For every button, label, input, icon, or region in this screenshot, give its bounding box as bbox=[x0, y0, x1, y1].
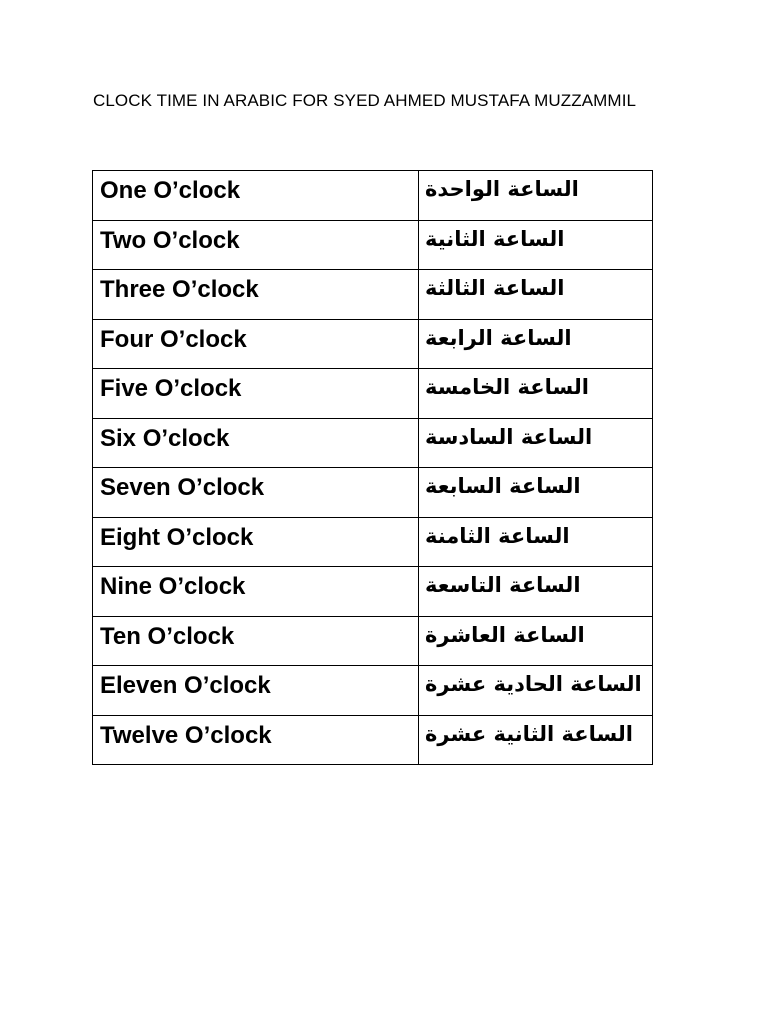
english-time-cell: Twelve O’clock bbox=[93, 715, 419, 765]
arabic-time-text: الساعة السابعة bbox=[425, 474, 581, 498]
arabic-time-cell bbox=[419, 270, 653, 320]
english-time-cell: Five O’clock bbox=[93, 369, 419, 419]
arabic-time-text: الساعة الواحدة bbox=[425, 177, 579, 201]
arabic-time-text: الساعة الثانية عشرة bbox=[425, 721, 633, 746]
english-time-cell: One O’clock bbox=[93, 171, 419, 221]
english-time-cell: Ten O’clock bbox=[93, 616, 419, 666]
arabic-time-text: الساعة الحادية عشرة bbox=[425, 672, 642, 696]
table-row bbox=[93, 616, 653, 666]
english-time-cell: Six O’clock bbox=[93, 418, 419, 468]
arabic-time-text: الساعة العاشرة bbox=[425, 622, 585, 647]
arabic-time-text: الساعة الخامسة bbox=[425, 375, 589, 399]
arabic-time-text: الساعة الرابعة bbox=[425, 325, 572, 350]
arabic-time-text: الساعة السادسة bbox=[425, 424, 593, 449]
table-row bbox=[93, 171, 653, 221]
arabic-time-cell bbox=[419, 715, 653, 765]
arabic-time-cell bbox=[419, 418, 653, 468]
page-title: CLOCK TIME IN ARABIC FOR SYED AHMED MUSTAFA MUZZAMMIL bbox=[93, 91, 637, 110]
clock-time-table bbox=[92, 170, 653, 765]
arabic-time-cell bbox=[419, 468, 653, 518]
table-row bbox=[93, 567, 653, 617]
english-time-cell: Two O’clock bbox=[93, 220, 419, 270]
arabic-time-cell bbox=[419, 517, 653, 567]
arabic-time-cell bbox=[419, 666, 653, 716]
english-time-cell: Eight O’clock bbox=[93, 517, 419, 567]
table-row bbox=[93, 220, 653, 270]
table-row bbox=[93, 270, 653, 320]
table-row bbox=[93, 369, 653, 419]
table-row bbox=[93, 666, 653, 716]
arabic-time-cell bbox=[419, 369, 653, 419]
english-time-cell: Three O’clock bbox=[93, 270, 419, 320]
english-time-cell: Four O’clock bbox=[93, 319, 419, 369]
arabic-time-cell bbox=[419, 567, 653, 617]
table-row bbox=[93, 319, 653, 369]
english-time-cell: Nine O’clock bbox=[93, 567, 419, 617]
english-time-cell: Eleven O’clock bbox=[93, 666, 419, 716]
table-row bbox=[93, 517, 653, 567]
arabic-time-cell bbox=[419, 319, 653, 369]
arabic-time-text: الساعة الثانية bbox=[425, 226, 565, 251]
arabic-time-text: الساعة التاسعة bbox=[425, 573, 581, 597]
arabic-time-cell bbox=[419, 220, 653, 270]
arabic-time-cell bbox=[419, 171, 653, 221]
english-time-cell: Seven O’clock bbox=[93, 468, 419, 518]
table-row bbox=[93, 468, 653, 518]
arabic-time-text: الساعة الثامنة bbox=[425, 523, 570, 548]
arabic-time-text: الساعة الثالثة bbox=[425, 276, 565, 300]
table-row bbox=[93, 418, 653, 468]
table-row bbox=[93, 715, 653, 765]
arabic-time-cell bbox=[419, 616, 653, 666]
